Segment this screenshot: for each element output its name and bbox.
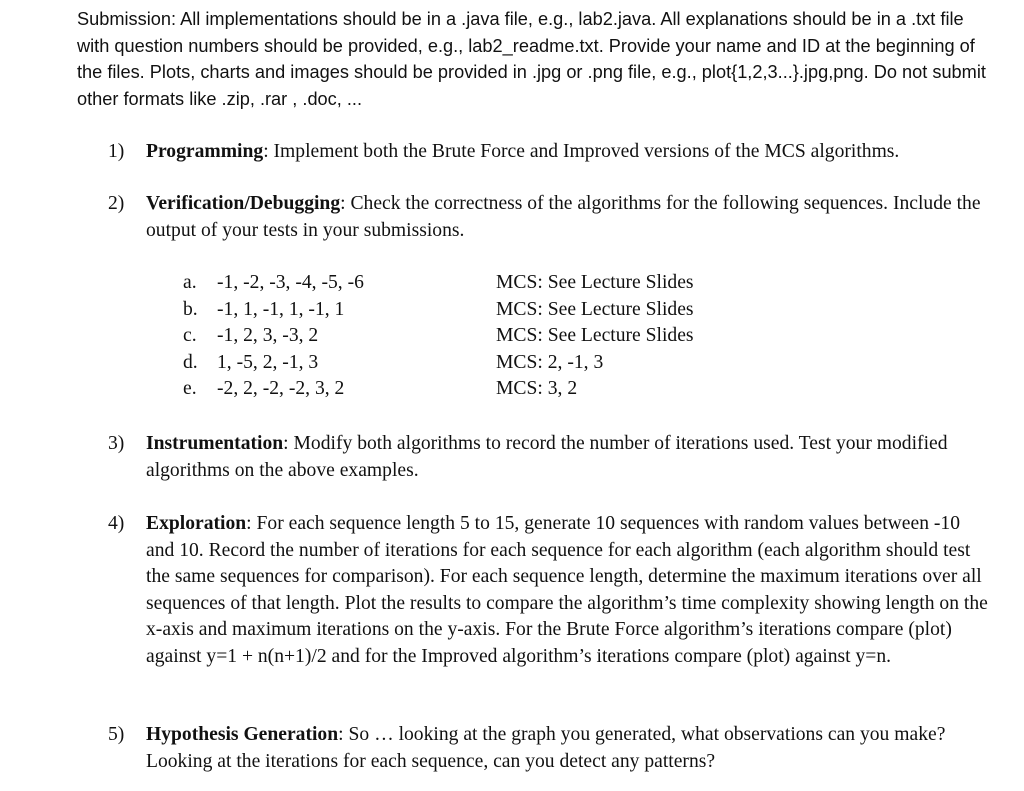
question-4 xyxy=(108,511,988,670)
question-number: 4) xyxy=(108,513,125,534)
item-letter: e. xyxy=(183,378,197,400)
question-text: : Check the correctness of the algorithms for the following sequences. Include the output of your tests in your submissions. xyxy=(146,193,981,241)
question-title: Hypothesis Generation xyxy=(146,724,339,745)
question-text: : Modify both algorithms to record the number of iterations used. Test your modified algorithms on the above examples. xyxy=(146,433,948,481)
question-number: 2) xyxy=(108,193,125,214)
list-item xyxy=(183,350,743,377)
question-text: : For each sequence length 5 to 15, generate 10 sequences with random values between -10 and 10. Record the number of iterations for each sequence for each algorithm (each algorithm should test the same sequences for comparison). For each sequence length, determine the maximum iterations over all sequences of that length. Plot the results to compare the algorithm’s time complexity showing length on the x-axis and maximum iterations on the y-axis. For the Brute Force algorithm’s iterations compare (plot) against y=1 + n(n+1)/2 and for the Improved algorithm’s iterations compare (plot) against y=n. xyxy=(146,513,988,667)
question-number: 1) xyxy=(108,141,125,162)
list-item xyxy=(183,270,743,297)
item-letter: d. xyxy=(183,351,198,373)
item-letter: a. xyxy=(183,272,197,293)
question-title: Programming xyxy=(146,141,264,162)
expected-mcs: MCS: 3, 2 xyxy=(496,378,578,400)
question-number: 5) xyxy=(108,724,125,745)
expected-mcs: MCS: See Lecture Slides xyxy=(496,325,694,347)
question-title: Instrumentation xyxy=(146,433,284,454)
submission-instructions: Submission: All implementations should be in a .java file, e.g., lab2.java. All explanations should be in a .txt file with question numbers should be provided, e.g., lab2_readme.txt. Provide your name and ID at the beginning of the files. Plots, charts and images should be provided in .jpg or .png file, e.g., plot{1,2,3...}.jpg,png. Do not submit other formats like .zip, .rar , .doc, ... xyxy=(77,9,986,109)
question-title: Exploration xyxy=(146,513,247,534)
sequence-values: -1, 2, 3, -3, 2 xyxy=(217,325,319,347)
expected-mcs: MCS: See Lecture Slides xyxy=(496,272,694,293)
list-item xyxy=(183,297,743,324)
question-1 xyxy=(108,139,988,166)
sequence-values: -1, -2, -3, -4, -5, -6 xyxy=(217,272,364,293)
sequence-values: -2, 2, -2, -2, 3, 2 xyxy=(217,378,345,400)
sequence-values: 1, -5, 2, -1, 3 xyxy=(217,351,319,373)
item-letter: b. xyxy=(183,298,198,320)
question-title: Verification/Debugging xyxy=(146,193,341,214)
question-text: : So … looking at the graph you generated, what observations can you make? Looking at the iterations for each sequence, can you detect any patterns? xyxy=(146,724,946,772)
sequence-values: -1, 1, -1, 1, -1, 1 xyxy=(217,298,345,320)
test-sequences-list xyxy=(183,270,743,403)
list-item xyxy=(183,323,743,350)
question-text: : Implement both the Brute Force and Improved versions of the MCS algorithms. xyxy=(263,141,900,162)
question-3 xyxy=(108,431,988,484)
expected-mcs: MCS: See Lecture Slides xyxy=(496,298,694,320)
question-number: 3) xyxy=(108,433,125,454)
question-2 xyxy=(108,191,988,244)
item-letter: c. xyxy=(183,325,197,347)
list-item xyxy=(183,376,743,403)
expected-mcs: MCS: 2, -1, 3 xyxy=(496,351,604,373)
question-5 xyxy=(108,722,988,775)
